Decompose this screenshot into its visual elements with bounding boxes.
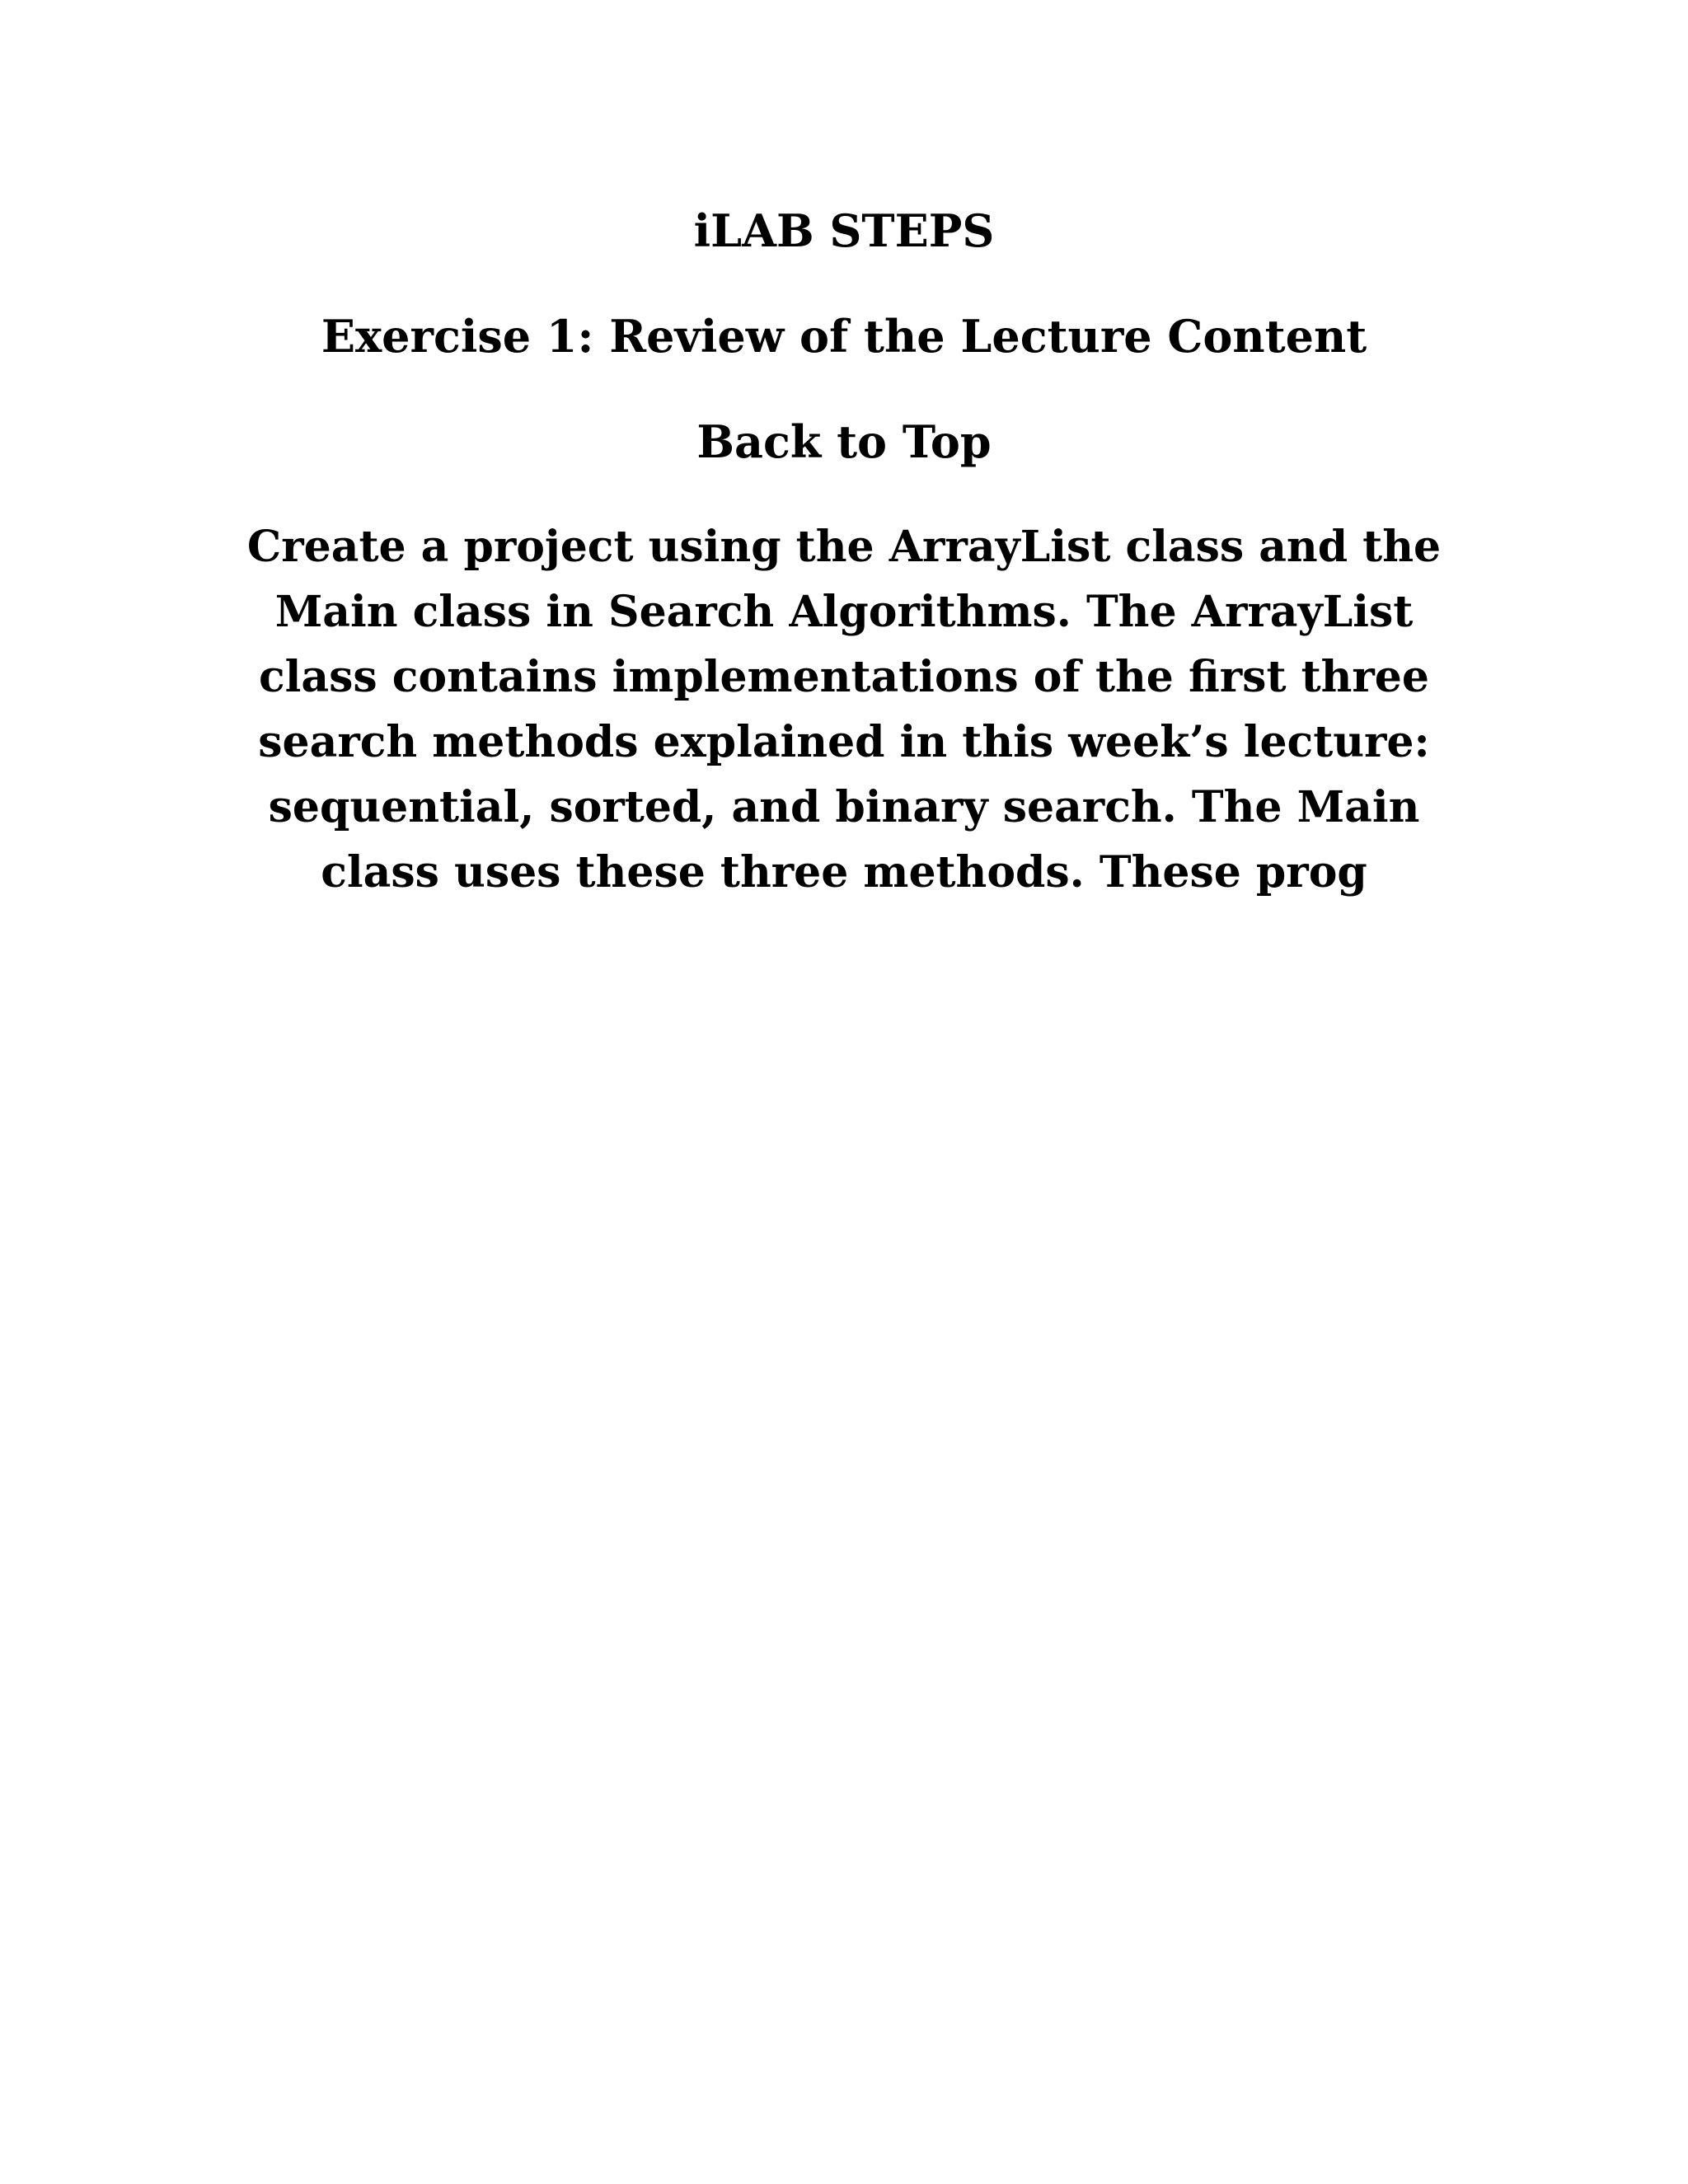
paragraph-line: class contains implementations of the first three (259, 652, 1429, 702)
exercise-heading: Exercise 1: Review of the Lecture Content (321, 310, 1367, 363)
paragraph-line: Create a project using the ArrayList class and the (246, 522, 1442, 572)
paragraph-line: class uses these three methods. These prog (321, 847, 1367, 898)
paragraph-line: search methods explained in this week’s lecture: (258, 717, 1430, 767)
back-to-top-link[interactable]: Back to Top (696, 415, 992, 468)
paragraph-line: Main class in Search Algorithms. The ArrayList (274, 587, 1414, 637)
instructions-paragraph (0, 514, 1688, 905)
page-title: iLAB STEPS (693, 204, 995, 257)
paragraph-line: sequential, sorted, and binary search. The Main (268, 782, 1420, 832)
